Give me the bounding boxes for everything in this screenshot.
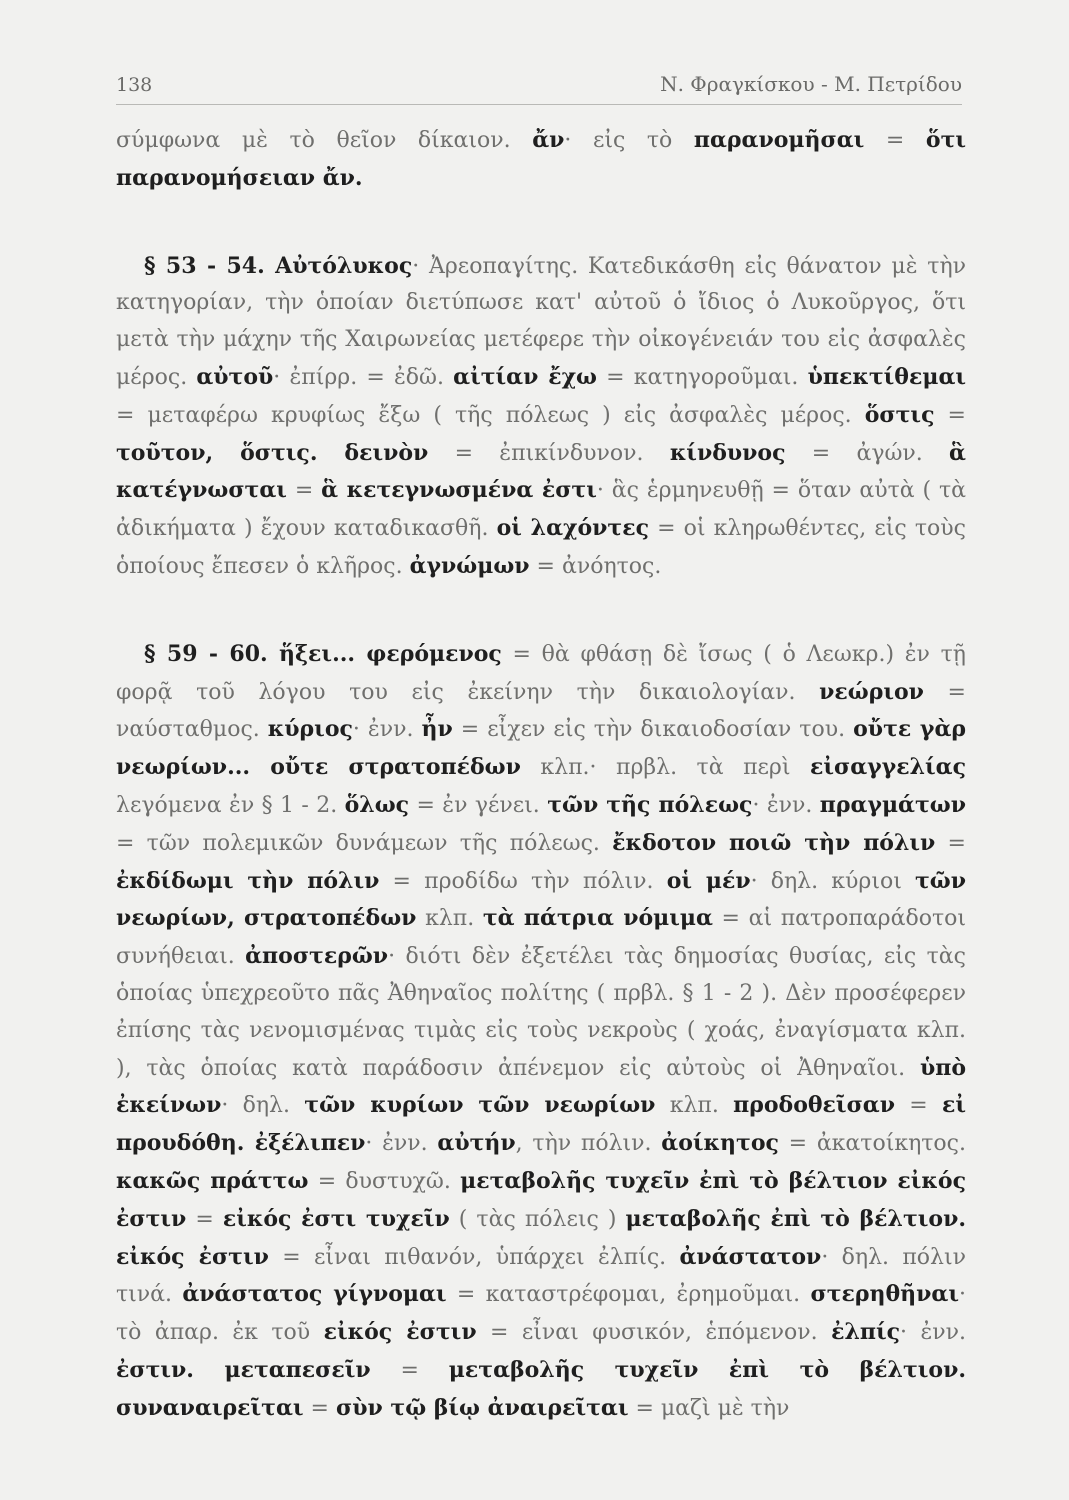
explanation-text: = ἀνόητος. <box>529 553 662 579</box>
explanation-text: = <box>935 830 966 856</box>
paragraph-section-59-60 <box>116 636 966 1428</box>
explanation-text: = <box>303 1395 336 1421</box>
explanation-text: · δηλ. <box>221 1093 305 1119</box>
page-number: 138 <box>116 74 153 96</box>
explanation-text: = προδίδω τὴν πόλιν. <box>379 868 667 894</box>
glossary-term: αἰτίαν ἔχω <box>453 363 597 390</box>
glossary-term: εἰσαγγελίας <box>809 754 966 781</box>
glossary-term: ἃ κετεγνωσμένα ἐστι <box>321 477 597 504</box>
glossary-term: ἀγνώμων <box>409 552 530 579</box>
glossary-term: εἰκός ἐστι τυχεῖν <box>222 1205 450 1232</box>
glossary-term: στερηθῆναι <box>810 1281 960 1308</box>
explanation-text: λεγόμενα ἐν § 1 - 2. <box>116 792 345 818</box>
glossary-term: κύριος <box>267 716 353 743</box>
explanation-text: · εἰς τὸ <box>564 128 694 153</box>
explanation-text: κλπ. <box>655 1093 734 1119</box>
glossary-term: σὺν τῷ βίῳ ἀναιρεῖται <box>335 1394 629 1421</box>
glossary-term: μεταβολῆς τυχεῖν ἐπὶ τὸ βέλτιον εἰκός ἐστιν <box>116 1167 966 1232</box>
explanation-text: = <box>370 1357 449 1383</box>
glossary-term: ὅλως <box>344 791 410 818</box>
glossary-term: ὑπὸ ἐκείνων <box>116 1054 966 1119</box>
explanation-text: = ἀγών. <box>785 440 950 466</box>
glossary-term: εἰ προυδόθη. ἐξέλιπεν <box>116 1092 967 1157</box>
explanation-text: = μαζὶ μὲ τὴν <box>628 1395 790 1421</box>
glossary-term: ἐστιν. μεταπεσεῖν <box>116 1356 371 1383</box>
explanation-text: σύμφωνα μὲ τὸ θεῖον δίκαιον. <box>116 128 533 153</box>
explanation-text: = εἶχεν εἰς τὴν δικαιοδοσίαν του. <box>452 717 854 743</box>
glossary-term: ὅτι παρανομήσειαν ἄν. <box>116 127 967 191</box>
explanation-text: = ναύσταθμος. <box>116 679 966 743</box>
running-head: Ν. Φραγκίσκου - Μ. Πετρίδου <box>660 72 962 96</box>
explanation-text: = <box>864 128 926 153</box>
glossary-term: ἐκδίδωμι τὴν πόλιν <box>116 867 380 894</box>
explanation-text: · διότι δὲν ἐξετέλει τὰς δημοσίας θυσίας, εἰς τὰς ὁποίας ὑπεχρεοῦτο πᾶς Ἀθηναῖος πολίτης ( πρβλ. § 1 - 2 ). Δὲν προσέφερεν ἐπίσης τὰς νενομισμένας τιμὰς εἰς τοὺς νεκροὺς ( χοάς, ἐναγίσματα κλπ. ), τὰς ὁποίας κατὰ παράδοσιν ἀπένεμον εἰς αὐτοὺς οἱ Ἀθηναῖοι. <box>116 944 966 1081</box>
explanation-text: · δηλ. κύριοι <box>750 868 915 894</box>
explanation-text: = ἐπικίνδυνον. <box>428 440 670 466</box>
glossary-term: ἀποστερῶν <box>245 943 389 970</box>
page-body <box>116 122 966 1478</box>
glossary-term: § 53 - 54. Αὐτόλυκος <box>144 252 413 279</box>
explanation-text: · δηλ. πόλιν τινά. <box>116 1244 966 1308</box>
explanation-text: = <box>934 402 966 428</box>
glossary-term: τῶν κυρίων τῶν νεωρίων <box>304 1092 656 1119</box>
glossary-term: § 59 - 60. ἥξει... φερόμενος <box>144 640 502 667</box>
glossary-term: ἄν <box>532 127 565 153</box>
glossary-term: οὔτε γὰρ νεωρίων... οὔτε στρατοπέδων <box>116 716 967 781</box>
glossary-term: αὐτήν <box>437 1130 516 1157</box>
glossary-term: ἀοίκητος <box>661 1130 779 1157</box>
glossary-term: τοῦτον, ὅστις. δεινὸν <box>116 439 429 466</box>
explanation-text: · ἃς ἑρμηνευθῇ = ὅταν αὐτὰ ( τὰ ἀδικήματα ) ἔχουν καταδικασθῆ. <box>116 478 966 542</box>
explanation-text: κλπ.· πρβλ. τὰ περὶ <box>520 755 810 781</box>
glossary-term: ἦν <box>421 716 453 743</box>
glossary-term: ὑπεκτίθεμαι <box>807 363 967 390</box>
explanation-text: = μεταφέρω κρυφίως ἔξω ( τῆς πόλεως ) εἰς ἀσφαλὲς μέρος. <box>116 402 865 428</box>
explanation-text: = θὰ φθάσῃ δὲ ἴσως ( ὁ Λεωκρ.) ἐν τῇ φορᾷ τοῦ λόγου του εἰς ἐκείνην τὴν δικαιολογίαν. <box>116 641 966 705</box>
explanation-text: · Ἀρεοπαγίτης. Κατεδικάσθη εἰς θάνατον μὲ τὴν κατηγορίαν, τὴν ὁποίαν διετύπωσε κατ' αὐτοῦ ὁ ἴδιος ὁ Λυκοῦργος, ὅτι μετὰ τὴν μάχην τῆς Χαιρωνείας μετέφερε τὴν οἰκογένειάν του εἰς ἀσφαλὲς μέρος. <box>116 253 966 390</box>
explanation-text: · τὸ ἀπαρ. ἐκ τοῦ <box>116 1282 967 1346</box>
explanation-text: = αἱ πατροπαράδοτοι συνήθειαι. <box>116 906 967 970</box>
glossary-term: μεταβολῆς τυχεῖν ἐπὶ τὸ βέλτιον. συναναιρεῖται <box>116 1356 967 1421</box>
glossary-term: προδοθεῖσαν <box>733 1092 895 1119</box>
glossary-term: τῶν τῆς πόλεως <box>547 791 753 818</box>
glossary-term: εἰκός ἐστιν <box>323 1319 477 1346</box>
explanation-text: · ἐπίρρ. = ἐδῶ. <box>273 364 454 390</box>
glossary-term: ἔκδοτον ποιῶ τὴν πόλιν <box>612 829 936 856</box>
glossary-term: ἃ κατέγνωσται <box>116 439 966 504</box>
explanation-text: · ἐνν. <box>352 717 422 743</box>
explanation-text: · ἐνν. <box>752 792 820 818</box>
glossary-term: ἀνάστατον <box>679 1243 822 1270</box>
explanation-text: = <box>186 1206 223 1232</box>
glossary-term: κακῶς πράττω <box>116 1167 309 1194</box>
explanation-text: ( τὰς πόλεις ) <box>449 1206 626 1232</box>
explanation-text: = δυστυχῶ. <box>308 1168 461 1194</box>
explanation-text: = τῶν πολεμικῶν δυνάμεων τῆς πόλεως. <box>116 830 613 856</box>
glossary-term: ἀνάστατος γίγνομαι <box>182 1281 447 1308</box>
explanation-text: = κατηγοροῦμαι. <box>596 364 808 390</box>
paragraph-section-53-54 <box>116 248 966 586</box>
glossary-term: τὰ πάτρια νόμιμα <box>482 905 713 932</box>
glossary-term: πραγμάτων <box>819 791 966 818</box>
explanation-text: = οἱ κληρωθέντες, εἰς τοὺς ὁποίους ἔπεσεν ὁ κλῆρος. <box>116 516 966 579</box>
explanation-text: = εἶναι φυσικόν, ἑπόμενον. <box>476 1320 832 1346</box>
explanation-text: · ἐνν. <box>365 1131 438 1157</box>
glossary-term: ὅστις <box>864 401 935 428</box>
explanation-text: = <box>895 1093 942 1119</box>
explanation-text: = ἐν γένει. <box>409 792 548 818</box>
page-header <box>116 68 962 105</box>
glossary-term: κίνδυνος <box>669 439 786 466</box>
glossary-term: τῶν νεωρίων, στρατοπέδων <box>116 867 967 932</box>
explanation-text: · ἐνν. <box>900 1320 967 1346</box>
explanation-text: = εἶναι πιθανόν, ὑπάρχει ἐλπίς. <box>268 1244 680 1270</box>
explanation-text: = <box>286 478 322 504</box>
glossary-term: αὐτοῦ <box>196 363 274 390</box>
glossary-term: παρανομῆσαι <box>693 127 865 153</box>
paragraph-continuation <box>116 122 966 198</box>
glossary-term: μεταβολῆς ἐπὶ τὸ βέλτιον. εἰκός ἐστιν <box>116 1205 967 1270</box>
explanation-text: κλπ. <box>416 906 483 932</box>
explanation-text: = καταστρέφομαι, ἐρημοῦμαι. <box>446 1282 811 1308</box>
explanation-text: = ἀκατοίκητος. <box>778 1131 966 1157</box>
glossary-term: οἱ μέν <box>666 867 751 894</box>
glossary-term: οἱ λαχόντες <box>496 515 649 542</box>
explanation-text: , τὴν πόλιν. <box>515 1131 662 1157</box>
glossary-term: ἐλπίς <box>831 1319 901 1346</box>
glossary-term: νεώριον <box>819 678 924 705</box>
